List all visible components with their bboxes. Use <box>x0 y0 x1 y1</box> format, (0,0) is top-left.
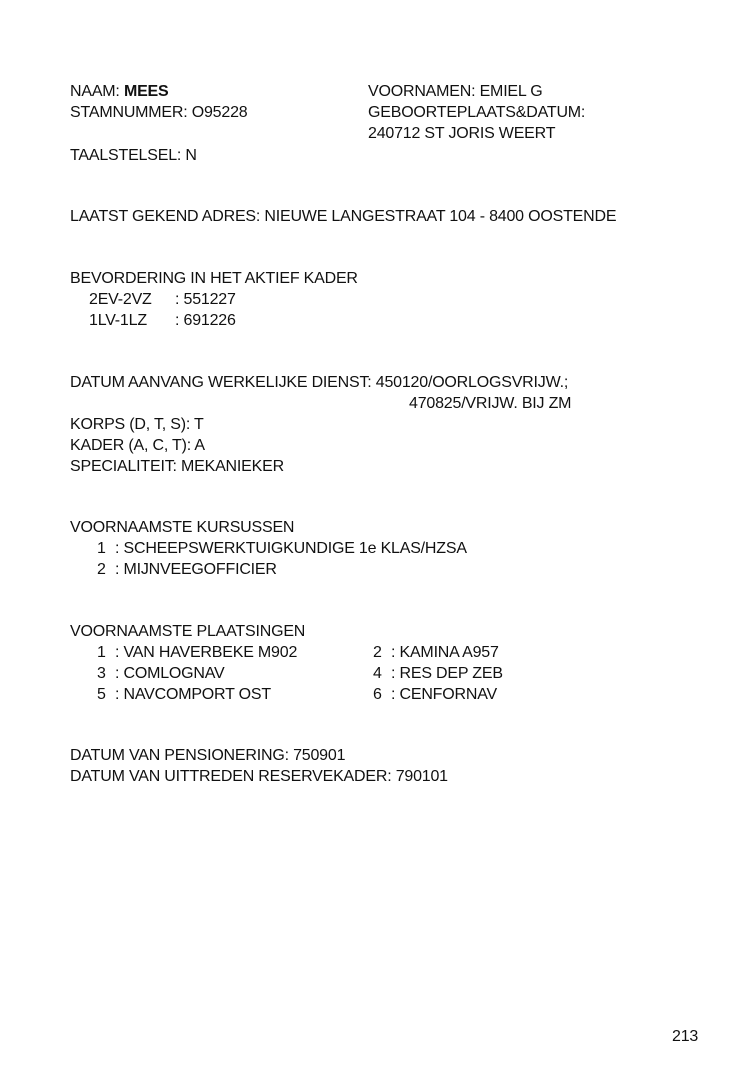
kursus-text: : SCHEEPSWERKTUIGKUNDIGE 1e KLAS/HZSA <box>115 540 467 557</box>
bevordering-title: BEVORDERING IN HET AKTIEF KADER <box>70 270 358 287</box>
plaatsing-item <box>373 684 497 705</box>
plaatsing-text: : KAMINA A957 <box>391 644 499 661</box>
bevordering-code: 2EV-2VZ <box>89 291 152 308</box>
bevordering-item <box>89 310 236 331</box>
taalstelsel: TAALSTELSEL: N <box>70 147 197 164</box>
bevordering-code: 1LV-1LZ <box>89 312 147 329</box>
naam-line <box>70 81 168 102</box>
kursus-item <box>97 538 467 559</box>
bevordering-date: : 551227 <box>175 291 236 308</box>
page-number: 213 <box>672 1028 699 1045</box>
adres: LAATST GEKEND ADRES: NIEUWE LANGESTRAAT 104 - 8400 OOSTENDE <box>70 208 617 225</box>
plaatsing-item <box>97 642 297 663</box>
plaatsing-num: 6 <box>373 686 382 703</box>
naam-value: MEES <box>123 83 169 100</box>
specialiteit: SPECIALITEIT: MEKANIEKER <box>70 458 284 475</box>
plaatsing-num: 4 <box>373 665 382 682</box>
plaatsing-text: : RES DEP ZEB <box>391 665 503 682</box>
kursus-num: 2 <box>97 561 106 578</box>
plaatsing-text: : NAVCOMPORT OST <box>115 686 271 703</box>
kader: KADER (A, C, T): A <box>70 437 205 454</box>
plaatsing-num: 5 <box>97 686 106 703</box>
dienst-line2: 470825/VRIJW. BIJ ZM <box>409 395 572 412</box>
voornamen: VOORNAMEN: EMIEL G <box>368 83 543 100</box>
uittreden: DATUM VAN UITTREDEN RESERVEKADER: 790101 <box>70 768 448 785</box>
plaatsing-text: : CENFORNAV <box>391 686 497 703</box>
naam-label: NAAM: <box>70 83 120 100</box>
kursus-item <box>97 559 277 580</box>
kursus-text: : MIJNVEEGOFFICIER <box>115 561 277 578</box>
plaatsing-item <box>373 663 503 684</box>
geboorte-label: GEBOORTEPLAATS&DATUM: <box>368 104 586 121</box>
geboorte-value: 240712 ST JORIS WEERT <box>368 125 556 142</box>
plaatsing-text: : VAN HAVERBEKE M902 <box>115 644 298 661</box>
plaatsing-num: 1 <box>97 644 106 661</box>
kursus-num: 1 <box>97 540 106 557</box>
korps: KORPS (D, T, S): T <box>70 416 204 433</box>
plaatsing-item <box>97 684 271 705</box>
plaatsing-num: 2 <box>373 644 382 661</box>
stamnummer: STAMNUMMER: O95228 <box>70 104 248 121</box>
plaatsing-num: 3 <box>97 665 106 682</box>
pensionering: DATUM VAN PENSIONERING: 750901 <box>70 747 346 764</box>
dienst-line1: DATUM AANVANG WERKELIJKE DIENST: 450120/OORLOGSVRIJW.; <box>70 374 569 391</box>
plaatsing-item <box>97 663 225 684</box>
plaatsing-text: : COMLOGNAV <box>115 665 225 682</box>
plaatsingen-title: VOORNAAMSTE PLAATSINGEN <box>70 623 306 640</box>
plaatsing-item <box>373 642 499 663</box>
bevordering-item <box>89 289 236 310</box>
kursussen-title: VOORNAAMSTE KURSUSSEN <box>70 519 295 536</box>
bevordering-date: : 691226 <box>175 312 236 329</box>
